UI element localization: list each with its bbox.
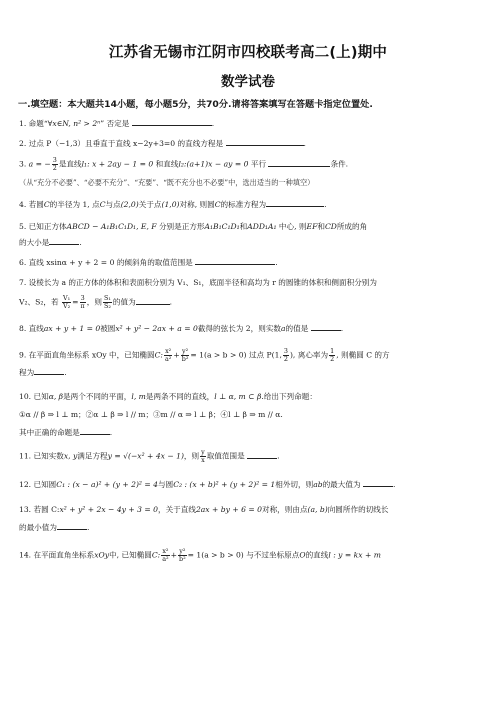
q12-text-2: 与圆 bbox=[158, 480, 174, 489]
q13-point: (a, b) bbox=[307, 505, 328, 514]
q12-circle-1: C₁ : (x − a)² + (y + 2)² = 4 bbox=[56, 480, 158, 489]
q8-text: 8. 直线 bbox=[19, 324, 44, 333]
q3-text-2: 和直线 bbox=[155, 159, 179, 169]
q4-text-4: 关于点 bbox=[138, 200, 162, 209]
q11-text-2: 满足方程 bbox=[77, 451, 108, 461]
q13-text-4: 向圆所作的切线长 bbox=[327, 505, 389, 514]
q4-period: . bbox=[324, 200, 327, 209]
q8-circle: x² + y² − 2ax + a = 0 bbox=[115, 324, 198, 333]
q10-planes: α, β bbox=[48, 392, 64, 401]
q9-text-4: , 则椭圆 C 的方 bbox=[336, 350, 390, 360]
q1-text-2: ” 否定是 bbox=[100, 119, 130, 128]
question-8 bbox=[19, 322, 481, 335]
q4-point-2: (1,0) bbox=[161, 200, 180, 209]
q5-m4: EF bbox=[306, 222, 318, 231]
question-5-cont bbox=[19, 236, 481, 249]
question-7: 7. 设棱长为 a 的正方体的体积和表面积分别为 V₁、S₁，底面半径和高均为 r 的圆锥的体积和侧面积分别为 bbox=[19, 278, 377, 287]
q8-text-2: 被圆 bbox=[100, 324, 116, 333]
answer-blank-4[interactable] bbox=[266, 198, 327, 209]
q9-f4d: 2 bbox=[330, 355, 335, 363]
question-10 bbox=[19, 390, 481, 403]
q9-c: C: bbox=[154, 350, 163, 360]
q11-fn: y bbox=[201, 448, 205, 456]
q6-period: . bbox=[275, 258, 278, 267]
question-10-prompt bbox=[19, 426, 481, 439]
q9-plus: + bbox=[173, 350, 180, 360]
q13-circle: x² + y² + 2x − 4y + 3 = 0 bbox=[59, 505, 158, 514]
q11-frac bbox=[200, 449, 206, 464]
q12-period: . bbox=[392, 480, 396, 489]
q9-f1d: a² bbox=[164, 355, 172, 363]
q10-text: 10. 已知 bbox=[19, 392, 49, 401]
q14-text: 14. 在平面直角坐标系 bbox=[19, 550, 95, 560]
question-9-cont bbox=[19, 366, 481, 379]
q14-line: l : y = kx + m bbox=[328, 550, 381, 560]
answer-blank-8[interactable] bbox=[311, 322, 344, 333]
q10-text-4: .给出下列命题： bbox=[261, 392, 317, 401]
question-10-propositions: ①α // β ⇒ l ⊥ m；②α ⊥ β ⇒ l // m；③m // α ⇒ l ⊥ β；④l ⊥ β ⇒ m // α. bbox=[19, 410, 283, 419]
q14-f1d: a² bbox=[162, 555, 169, 563]
q5-m5: CD bbox=[324, 222, 337, 231]
answer-blank-2[interactable] bbox=[226, 137, 304, 146]
question-2 bbox=[19, 137, 481, 150]
q1-period: . bbox=[211, 119, 215, 128]
q9-f3d: 2 bbox=[283, 355, 288, 363]
q13b-period: . bbox=[86, 523, 90, 532]
q10c-text: 其中正确的命题是 bbox=[19, 428, 80, 437]
q14-f2n: y² bbox=[179, 547, 186, 555]
question-5 bbox=[19, 220, 481, 233]
q7-frac-1-den: V₂ bbox=[62, 302, 71, 310]
q4-text-6: 的标准方程为 bbox=[220, 200, 267, 209]
q4-point-1: (2,0) bbox=[120, 200, 139, 209]
answer-blank-10[interactable] bbox=[80, 426, 113, 437]
q2-text: 2. 过点 P（−1,3）且垂直于直线 x−2y+3=0 的直线方程是 bbox=[19, 139, 224, 148]
q2-period: . bbox=[303, 139, 306, 148]
q7-text-2: ，则 bbox=[86, 297, 102, 307]
q12-text-4: 的最大值为 bbox=[322, 480, 361, 489]
q7-frac-1-num: V₁ bbox=[62, 294, 71, 302]
q1-formula: ∀x∈N, n² > 2ⁿ bbox=[47, 119, 101, 128]
q14-text-2: 中, 已知椭圆 bbox=[109, 550, 152, 560]
q7-frac-2-num: 3 bbox=[80, 294, 85, 302]
question-13 bbox=[19, 503, 481, 516]
q3-frac-num: 3 bbox=[52, 156, 57, 164]
q9-frac-4 bbox=[329, 348, 335, 363]
answer-blank-11[interactable] bbox=[247, 450, 280, 461]
q7-frac-3-den: S₂ bbox=[103, 302, 111, 310]
q6-text: 6. 直线 xsinα + y + 2 = 0 的倾斜角的取值范围是 bbox=[19, 258, 193, 267]
q8-text-3: 截得的弦长为 2，则实数 bbox=[197, 324, 282, 333]
q9b-text: 程为 bbox=[19, 368, 35, 377]
q14-plane: xOy bbox=[94, 550, 110, 560]
q10-conditions: l ⊥ α, m ⊂ β bbox=[214, 392, 262, 401]
q3-line-1: l₁: x + 2ay − 1 = 0 bbox=[81, 159, 154, 169]
section-heading: 一.填空题：本大题共14小题，每小题5分，共70分.请将答案填写在答题卡指定位置处. bbox=[18, 99, 373, 110]
q8-text-4: 的值是 bbox=[285, 324, 309, 333]
q7-text: V₂、S₂，若 bbox=[19, 297, 59, 307]
question-12 bbox=[19, 478, 481, 491]
q3-text-4: 条件. bbox=[330, 159, 349, 169]
q9b-period: . bbox=[64, 368, 67, 377]
q4-m2: C bbox=[99, 200, 106, 209]
q4-text-2: 的半径为 1, 点 bbox=[49, 200, 100, 209]
q14-f1n: x² bbox=[162, 547, 169, 555]
q4-text-3: 与点 bbox=[105, 200, 121, 209]
q9-f3n: 3 bbox=[283, 347, 288, 355]
q3-number: 3. bbox=[19, 159, 27, 169]
q11-period: . bbox=[277, 451, 280, 461]
q11-text-4: 取值范围是 bbox=[206, 451, 245, 461]
answer-blank-6[interactable] bbox=[195, 256, 278, 267]
q5-text-6: 所成的角 bbox=[336, 222, 368, 231]
question-11 bbox=[19, 449, 481, 464]
q7-frac-3-num: S₁ bbox=[103, 294, 111, 302]
q12-text-3: 相外切，则 bbox=[275, 480, 314, 489]
q4-text-5: 对称, 则圆 bbox=[179, 200, 215, 209]
q9-text-3: ), 离心率为 bbox=[289, 350, 329, 360]
q10-lines: l, m bbox=[131, 392, 146, 401]
question-4 bbox=[19, 198, 481, 211]
q5-text-4: 中心, 则 bbox=[278, 222, 307, 231]
q10-text-3: 是两条不同的直线， bbox=[145, 392, 215, 401]
q7-text-3: 的值为 bbox=[112, 297, 136, 307]
q3-line-2: l₂:(a+1)x − ay = 0 bbox=[178, 159, 249, 169]
q9-f4n: 1 bbox=[330, 347, 335, 355]
q9-text-2: = 1(a > b > 0) 过点 P(1, bbox=[190, 350, 282, 360]
answer-blank-1[interactable] bbox=[132, 117, 215, 128]
q14-origin: O bbox=[299, 550, 306, 560]
answer-blank-9[interactable] bbox=[34, 366, 67, 377]
q9-f2d: b² bbox=[181, 355, 189, 363]
q3-text: 是直线 bbox=[58, 159, 82, 169]
q7-eq: = bbox=[72, 297, 79, 307]
q14-f2d: b² bbox=[178, 555, 186, 563]
q5-m2: A₁B₁C₁D₁ bbox=[204, 222, 240, 231]
q1-text: 1. 命题“ bbox=[19, 119, 48, 128]
q9-frac-1 bbox=[164, 348, 172, 363]
q9-frac-3 bbox=[283, 348, 289, 363]
q5-m3: ADD₁A₁ bbox=[247, 222, 277, 231]
q5-text: 5. 已知正方体 bbox=[19, 222, 67, 231]
q4-m5: C bbox=[214, 200, 221, 209]
q14-text-4: 的直线 bbox=[305, 550, 329, 560]
question-7-cont bbox=[19, 295, 481, 310]
question-3-note: （从“充分不必要”、“必要不充分”、“充要”、“既不充分也不必要”中，选出适当的一种填空） bbox=[19, 178, 315, 187]
q13-text-3: 对称，则由点 bbox=[261, 505, 308, 514]
answer-blank-3[interactable] bbox=[268, 158, 330, 167]
question-6 bbox=[19, 256, 481, 269]
q11-vars: x, y bbox=[63, 451, 78, 461]
question-3 bbox=[19, 157, 481, 172]
q10c-period: . bbox=[109, 428, 113, 437]
q13b-text: 的最小值为 bbox=[19, 523, 57, 532]
q3-text-3: 平行 bbox=[250, 159, 267, 169]
q11-text-3: ，则 bbox=[183, 451, 200, 461]
q7-frac-2 bbox=[80, 295, 86, 310]
question-9 bbox=[19, 348, 481, 363]
q7-period: . bbox=[169, 297, 173, 307]
q12-text: 12. 已知圆 bbox=[19, 480, 57, 489]
q12-ab: ab bbox=[313, 480, 323, 489]
q8-period: . bbox=[340, 324, 344, 333]
q3-fraction bbox=[52, 157, 58, 172]
q10-text-2: 是两个不同的平面， bbox=[63, 392, 132, 401]
q11-fd: x bbox=[201, 456, 205, 464]
q12-circle-2: C₂ : (x + b)² + (y + 2)² = 1 bbox=[173, 480, 276, 489]
q14-frac-2 bbox=[178, 548, 187, 563]
q11-text: 11. 已知实数 bbox=[19, 451, 64, 461]
exam-subtitle: 数学试卷 bbox=[221, 74, 275, 90]
q5-text-3: 和 bbox=[239, 222, 248, 231]
q9-frac-2 bbox=[181, 348, 190, 363]
q3-frac-den: 2 bbox=[52, 164, 57, 172]
q7-frac-1 bbox=[62, 295, 71, 310]
q5b-period: . bbox=[79, 238, 82, 247]
q14-frac-1 bbox=[161, 548, 169, 563]
q14-c: C: bbox=[151, 550, 161, 560]
q4-text: 4. 若圆 bbox=[19, 200, 44, 209]
q14-plus: + bbox=[170, 550, 177, 560]
q4-m1: C bbox=[43, 200, 50, 209]
q5-m1: ABCD − A₁B₁C₁D₁, E, F bbox=[66, 222, 157, 231]
question-14 bbox=[19, 548, 481, 563]
q5-text-5: 和 bbox=[317, 222, 325, 231]
q14-text-3: = 1(a > b > 0) 与不过坐标原点 bbox=[187, 550, 300, 560]
answer-blank-5[interactable] bbox=[49, 236, 82, 247]
q9-f2n: y² bbox=[181, 347, 189, 355]
q8-a: a bbox=[281, 324, 286, 333]
answer-blank-12[interactable] bbox=[363, 478, 396, 489]
exam-title: 江苏省无锡市江阴市四校联考高二(上)期中 bbox=[108, 45, 388, 61]
q11-equation: y = √(−x² + 4x − 1) bbox=[107, 451, 184, 461]
q7-frac-3 bbox=[103, 295, 112, 310]
answer-blank-13[interactable] bbox=[57, 521, 90, 532]
q13-text: 13. 若圆 C: bbox=[19, 505, 60, 514]
q13-text-2: ，关于直线 bbox=[157, 505, 196, 514]
q5b-text: 的大小是 bbox=[19, 238, 50, 247]
q13-line: 2ax + by + 6 = 0 bbox=[195, 505, 262, 514]
q8-line: ax + y + 1 = 0 bbox=[43, 324, 101, 333]
q9-f1n: x² bbox=[165, 347, 172, 355]
question-1 bbox=[19, 117, 481, 130]
q7-frac-2-den: π bbox=[80, 302, 85, 310]
q5-text-2: 分别是正方形 bbox=[158, 222, 205, 231]
answer-blank-7[interactable] bbox=[136, 296, 173, 307]
q9-text: 9. 在平面直角坐标系 xOy 中，已知椭圆 bbox=[19, 350, 155, 360]
q3-formula-a: a = − bbox=[28, 159, 51, 169]
question-13-cont bbox=[19, 521, 481, 534]
